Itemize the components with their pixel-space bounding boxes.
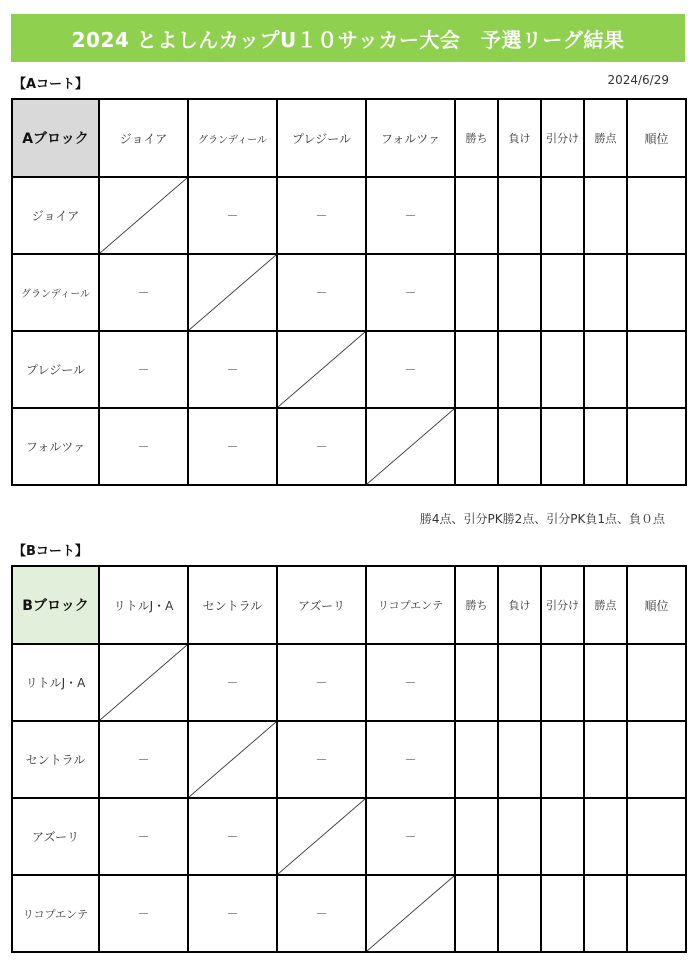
page-title: 2024 とよしんカップU１０サッカー大会 予選リーグ結果 (11, 14, 685, 62)
result-cell: － (99, 721, 188, 798)
draws-header: 引分け (541, 99, 584, 177)
points-cell (584, 875, 627, 952)
date: 2024/6/29 (607, 73, 669, 87)
result-cell: － (366, 798, 455, 875)
opponent-header: フォルツァ (366, 99, 455, 177)
points-cell (584, 177, 627, 254)
team-name: ジョイア (12, 177, 99, 254)
rank-header: 順位 (627, 566, 686, 644)
result-cell: － (366, 721, 455, 798)
opponent-header: アズーリ (277, 566, 366, 644)
points-note: 勝4点、引分PK勝2点、引分PK負1点、負０点 (419, 512, 665, 526)
wins-header: 勝ち (455, 566, 498, 644)
header-row (12, 99, 686, 177)
diagonal-cell (188, 721, 277, 798)
losses-cell (498, 644, 541, 721)
court-a-label: 【Aコート】 (13, 77, 89, 92)
rank-cell (627, 798, 686, 875)
losses-cell (498, 254, 541, 331)
result-cell: － (99, 408, 188, 485)
rank-cell (627, 408, 686, 485)
diagonal-cell (99, 644, 188, 721)
result-cell: － (277, 177, 366, 254)
rank-cell (627, 254, 686, 331)
result-cell: － (188, 331, 277, 408)
rank-cell (627, 721, 686, 798)
result-cell: － (188, 644, 277, 721)
draws-cell (541, 721, 584, 798)
result-cell: － (277, 254, 366, 331)
losses-cell (498, 721, 541, 798)
opponent-header: リトルJ・A (99, 566, 188, 644)
draws-cell (541, 254, 584, 331)
losses-header: 負け (498, 566, 541, 644)
points-cell (584, 408, 627, 485)
wins-header: 勝ち (455, 99, 498, 177)
draws-cell (541, 331, 584, 408)
diagonal-cell (366, 408, 455, 485)
draws-cell (541, 875, 584, 952)
rank-cell (627, 177, 686, 254)
table-row (12, 875, 686, 952)
draws-cell (541, 798, 584, 875)
result-cell: － (188, 177, 277, 254)
points-header: 勝点 (584, 99, 627, 177)
league-table-a (11, 98, 687, 486)
league-table-b (11, 565, 687, 953)
diagonal-cell (277, 331, 366, 408)
result-cell: － (366, 644, 455, 721)
wins-cell (455, 644, 498, 721)
points-header: 勝点 (584, 566, 627, 644)
points-cell (584, 331, 627, 408)
losses-header: 負け (498, 99, 541, 177)
wins-cell (455, 177, 498, 254)
team-name: プレジール (12, 331, 99, 408)
court-b-label: 【Bコート】 (13, 544, 88, 559)
wins-cell (455, 721, 498, 798)
points-cell (584, 254, 627, 331)
result-cell: － (99, 331, 188, 408)
result-cell: － (277, 721, 366, 798)
result-cell: － (277, 408, 366, 485)
wins-cell (455, 875, 498, 952)
rank-cell (627, 875, 686, 952)
opponent-header: グランディール (188, 99, 277, 177)
wins-cell (455, 331, 498, 408)
points-cell (584, 721, 627, 798)
wins-cell (455, 254, 498, 331)
team-name: アズーリ (12, 798, 99, 875)
losses-cell (498, 798, 541, 875)
result-cell: － (188, 875, 277, 952)
team-name: フォルツァ (12, 408, 99, 485)
rank-cell (627, 331, 686, 408)
wins-cell (455, 798, 498, 875)
table-row (12, 177, 686, 254)
block-name: Aブロック (12, 99, 99, 177)
diagonal-cell (99, 177, 188, 254)
team-name: セントラル (12, 721, 99, 798)
draws-cell (541, 644, 584, 721)
block-name: Bブロック (12, 566, 99, 644)
points-cell (584, 798, 627, 875)
draws-header: 引分け (541, 566, 584, 644)
table-row (12, 798, 686, 875)
rank-cell (627, 644, 686, 721)
table-row (12, 331, 686, 408)
result-cell: － (99, 875, 188, 952)
result-cell: － (277, 875, 366, 952)
table-row (12, 254, 686, 331)
losses-cell (498, 331, 541, 408)
losses-cell (498, 408, 541, 485)
result-cell: － (188, 408, 277, 485)
header-row (12, 566, 686, 644)
result-cell: － (366, 177, 455, 254)
team-name: リコプエンテ (12, 875, 99, 952)
opponent-header: プレジール (277, 99, 366, 177)
diagonal-cell (277, 798, 366, 875)
result-cell: － (99, 254, 188, 331)
result-cell: － (99, 798, 188, 875)
table-row (12, 644, 686, 721)
table-row (12, 721, 686, 798)
table-row (12, 408, 686, 485)
diagonal-cell (366, 875, 455, 952)
diagonal-cell (188, 254, 277, 331)
opponent-header: セントラル (188, 566, 277, 644)
losses-cell (498, 875, 541, 952)
team-name: グランディール (12, 254, 99, 331)
result-cell: － (366, 254, 455, 331)
draws-cell (541, 408, 584, 485)
draws-cell (541, 177, 584, 254)
result-cell: － (277, 644, 366, 721)
result-cell: － (188, 798, 277, 875)
points-cell (584, 644, 627, 721)
result-cell: － (366, 331, 455, 408)
rank-header: 順位 (627, 99, 686, 177)
losses-cell (498, 177, 541, 254)
opponent-header: リコプエンテ (366, 566, 455, 644)
wins-cell (455, 408, 498, 485)
team-name: リトルJ・A (12, 644, 99, 721)
opponent-header: ジョイア (99, 99, 188, 177)
